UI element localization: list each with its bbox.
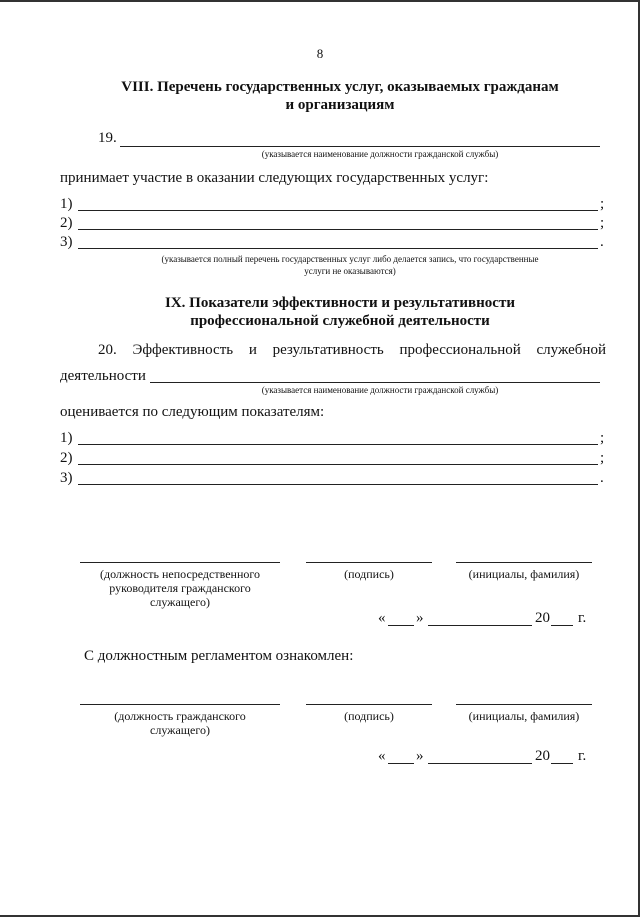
service-item-1-end: ; [600,196,605,212]
manager-name-line[interactable] [456,562,592,563]
indicator-item-1-end: ; [600,430,605,446]
indicator-item-1-field[interactable] [78,444,598,445]
manager-position-line[interactable] [80,562,280,563]
date1-day-field[interactable] [388,625,414,626]
para-word: 20. [98,342,117,358]
employee-position-caption-2: служащего) [150,723,210,737]
employee-name-line[interactable] [456,704,592,705]
acknowledgement-text: С должностным регламентом ознакомлен: [84,648,354,664]
date1-year-suffix: г. [578,610,587,626]
para-word: профессиональной [399,342,521,358]
item-20-line2: деятельности [60,368,146,384]
service-item-3-field[interactable] [78,248,598,249]
indicator-item-2-end: ; [600,450,605,466]
manager-position-caption-3: служащего) [150,595,210,609]
indicators-intro: оценивается по следующим показателям: [60,404,325,420]
employee-position-line[interactable] [80,704,280,705]
date1-year-prefix: 20 [535,610,550,626]
para-word: результативность [272,342,384,358]
employee-signature-line[interactable] [306,704,432,705]
service-item-2-label: 2) [60,215,73,231]
section8-title-line1: VIII. Перечень государственных услуг, оказываемых гражданам [121,79,559,95]
employee-signature-caption: (подпись) [344,709,394,723]
services-caption-line2: услуги не оказываются) [304,266,396,276]
position-caption-19: (указывается наименование должности гражданской службы) [261,149,499,159]
employee-position-caption-1: (должность гражданского [114,709,246,723]
item-19-number: 19. [98,130,117,146]
indicator-item-3-field[interactable] [78,484,598,485]
employee-name-caption: (инициалы, фамилия) [468,709,580,723]
service-item-2-end: ; [600,215,605,231]
section9-title-line2: профессиональной служебной деятельности [190,313,490,329]
para-word: Эффективность [132,342,234,358]
indicator-item-3-end: . [600,470,604,486]
date2-year-field[interactable] [551,763,573,764]
date1-open-quote: « [378,610,386,626]
date2-year-suffix: г. [578,748,587,764]
date2-month-field[interactable] [428,763,532,764]
position-field-20[interactable] [150,382,600,383]
services-caption-line1: (указывается полный перечень государственных услуг либо делается запись, что государственные [161,254,539,264]
service-item-3-end: . [600,234,604,250]
date1-month-field[interactable] [428,625,532,626]
service-item-3-label: 3) [60,234,73,250]
manager-signature-line[interactable] [306,562,432,563]
date2-day-field[interactable] [388,763,414,764]
section8-title-line2: и организациям [285,97,395,113]
section9-title-line1: IX. Показатели эффективности и результативности [165,295,515,311]
date2-open-quote: « [378,748,386,764]
indicator-item-2-label: 2) [60,450,73,466]
manager-name-caption: (инициалы, фамилия) [468,567,580,581]
service-item-2-field[interactable] [78,229,598,230]
services-intro: принимает участие в оказании следующих государственных услуг: [60,170,489,186]
page-number: 8 [316,46,324,61]
service-item-1-label: 1) [60,196,73,212]
manager-position-caption-2: руководителя гражданского [109,581,251,595]
para-word: и [248,342,257,358]
date1-year-field[interactable] [551,625,573,626]
date1-close-quote: » [416,610,424,626]
indicator-item-1-label: 1) [60,430,73,446]
item-20-paragraph [98,342,606,359]
position-caption-20: (указывается наименование должности гражданской службы) [261,385,499,395]
indicator-item-2-field[interactable] [78,464,598,465]
service-item-1-field[interactable] [78,210,598,211]
position-field-19[interactable] [120,146,600,147]
para-word: служебной [536,342,606,358]
date2-close-quote: » [416,748,424,764]
manager-signature-caption: (подпись) [344,567,394,581]
date2-year-prefix: 20 [535,748,550,764]
manager-position-caption-1: (должность непосредственного [99,567,260,581]
indicator-item-3-label: 3) [60,470,73,486]
